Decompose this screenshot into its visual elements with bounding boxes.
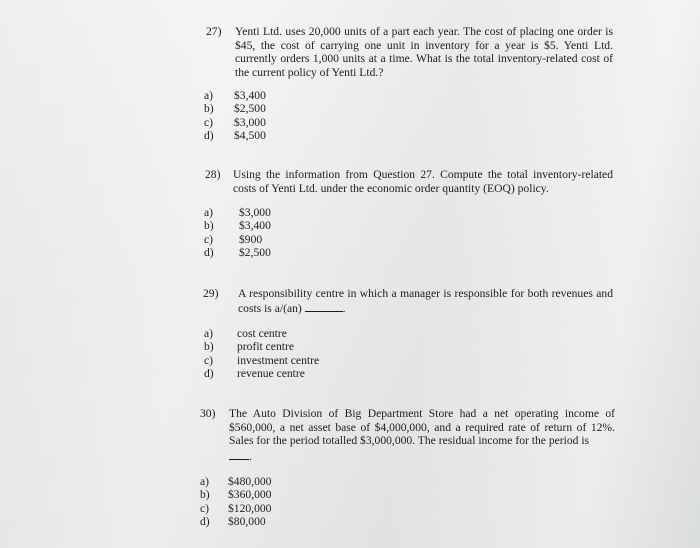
option-value: $4,500 xyxy=(234,129,266,143)
options-list xyxy=(200,475,340,529)
answer-line xyxy=(229,449,615,463)
option-letter: d) xyxy=(200,515,210,529)
option-c xyxy=(204,354,344,367)
option-value: $3,400 xyxy=(239,219,271,233)
option-value: $3,400 xyxy=(234,89,266,102)
option-value: $80,000 xyxy=(228,515,266,529)
question-text: Using the information from Question 27. Compute the total inventory-related costs of Yenti Ltd. under the economic order quantity (EOQ) policy. xyxy=(233,168,613,195)
option-letter: d) xyxy=(204,367,214,381)
question-text: Yenti Ltd. uses 20,000 units of a part each year. The cost of placing one order is $45, the cost of carrying one unit in inventory for a year is $5. Yenti Ltd. currently orders 1,000 units at a time. What is the total inventory-related cost of the current policy of Yenti Ltd.? xyxy=(235,25,613,79)
option-value: profit centre xyxy=(237,340,294,354)
option-d xyxy=(200,515,340,528)
option-value: $120,000 xyxy=(228,501,272,515)
option-value: $2,500 xyxy=(234,102,266,116)
question-text-body: A responsibility centre in which a manager is responsible for both revenues and costs is a/(an) xyxy=(238,287,613,315)
question-text-end: . xyxy=(342,301,346,315)
option-b xyxy=(204,340,344,353)
question-text-body: The Auto Division of Big Department Store had a net operating income of $560,000, a net asset base of $4,000,000, and a required rate of return of 12%. Sales for the period totalled $3,000,000. The residual income for the period is xyxy=(229,407,615,448)
option-value: $360,000 xyxy=(228,488,272,502)
question-text-end: . xyxy=(249,449,252,463)
question-text xyxy=(238,287,613,315)
answer-blank xyxy=(305,301,343,312)
option-a xyxy=(204,89,324,102)
options-list xyxy=(204,206,324,260)
option-c xyxy=(204,116,324,129)
option-value: $3,000 xyxy=(239,206,271,219)
option-letter: c) xyxy=(200,501,210,515)
question-text xyxy=(229,407,615,462)
option-letter: a) xyxy=(204,206,214,219)
option-value: revenue centre xyxy=(237,367,305,381)
option-d xyxy=(204,246,324,259)
option-letter: d) xyxy=(204,246,214,260)
option-d xyxy=(204,129,324,142)
option-b xyxy=(204,102,324,115)
option-d xyxy=(204,367,344,380)
question-number: 28) xyxy=(205,168,221,181)
option-b xyxy=(204,219,324,232)
option-letter: c) xyxy=(204,115,214,129)
option-value: $900 xyxy=(239,232,263,246)
option-value: investment centre xyxy=(237,353,320,367)
option-letter: b) xyxy=(200,488,210,502)
option-letter: d) xyxy=(204,129,214,143)
option-value: $3,000 xyxy=(234,115,266,129)
option-b xyxy=(200,488,340,501)
options-list xyxy=(204,327,344,381)
option-a xyxy=(200,475,340,488)
question-number: 30) xyxy=(200,407,216,420)
option-value: cost centre xyxy=(237,327,287,340)
option-letter: c) xyxy=(204,232,214,246)
option-c xyxy=(204,233,324,246)
option-value: $2,500 xyxy=(239,246,271,260)
option-c xyxy=(200,502,340,515)
option-value: $480,000 xyxy=(228,475,272,488)
option-letter: b) xyxy=(204,102,214,116)
option-a xyxy=(204,327,344,340)
option-a xyxy=(204,206,324,219)
question-number: 27) xyxy=(206,25,222,38)
question-number: 29) xyxy=(203,287,219,300)
option-letter: c) xyxy=(204,353,214,367)
options-list xyxy=(204,89,324,143)
option-letter: b) xyxy=(204,219,214,233)
option-letter: a) xyxy=(204,327,214,340)
option-letter: a) xyxy=(204,89,214,102)
answer-blank xyxy=(229,449,249,460)
option-letter: a) xyxy=(200,475,210,488)
option-letter: b) xyxy=(204,340,214,354)
